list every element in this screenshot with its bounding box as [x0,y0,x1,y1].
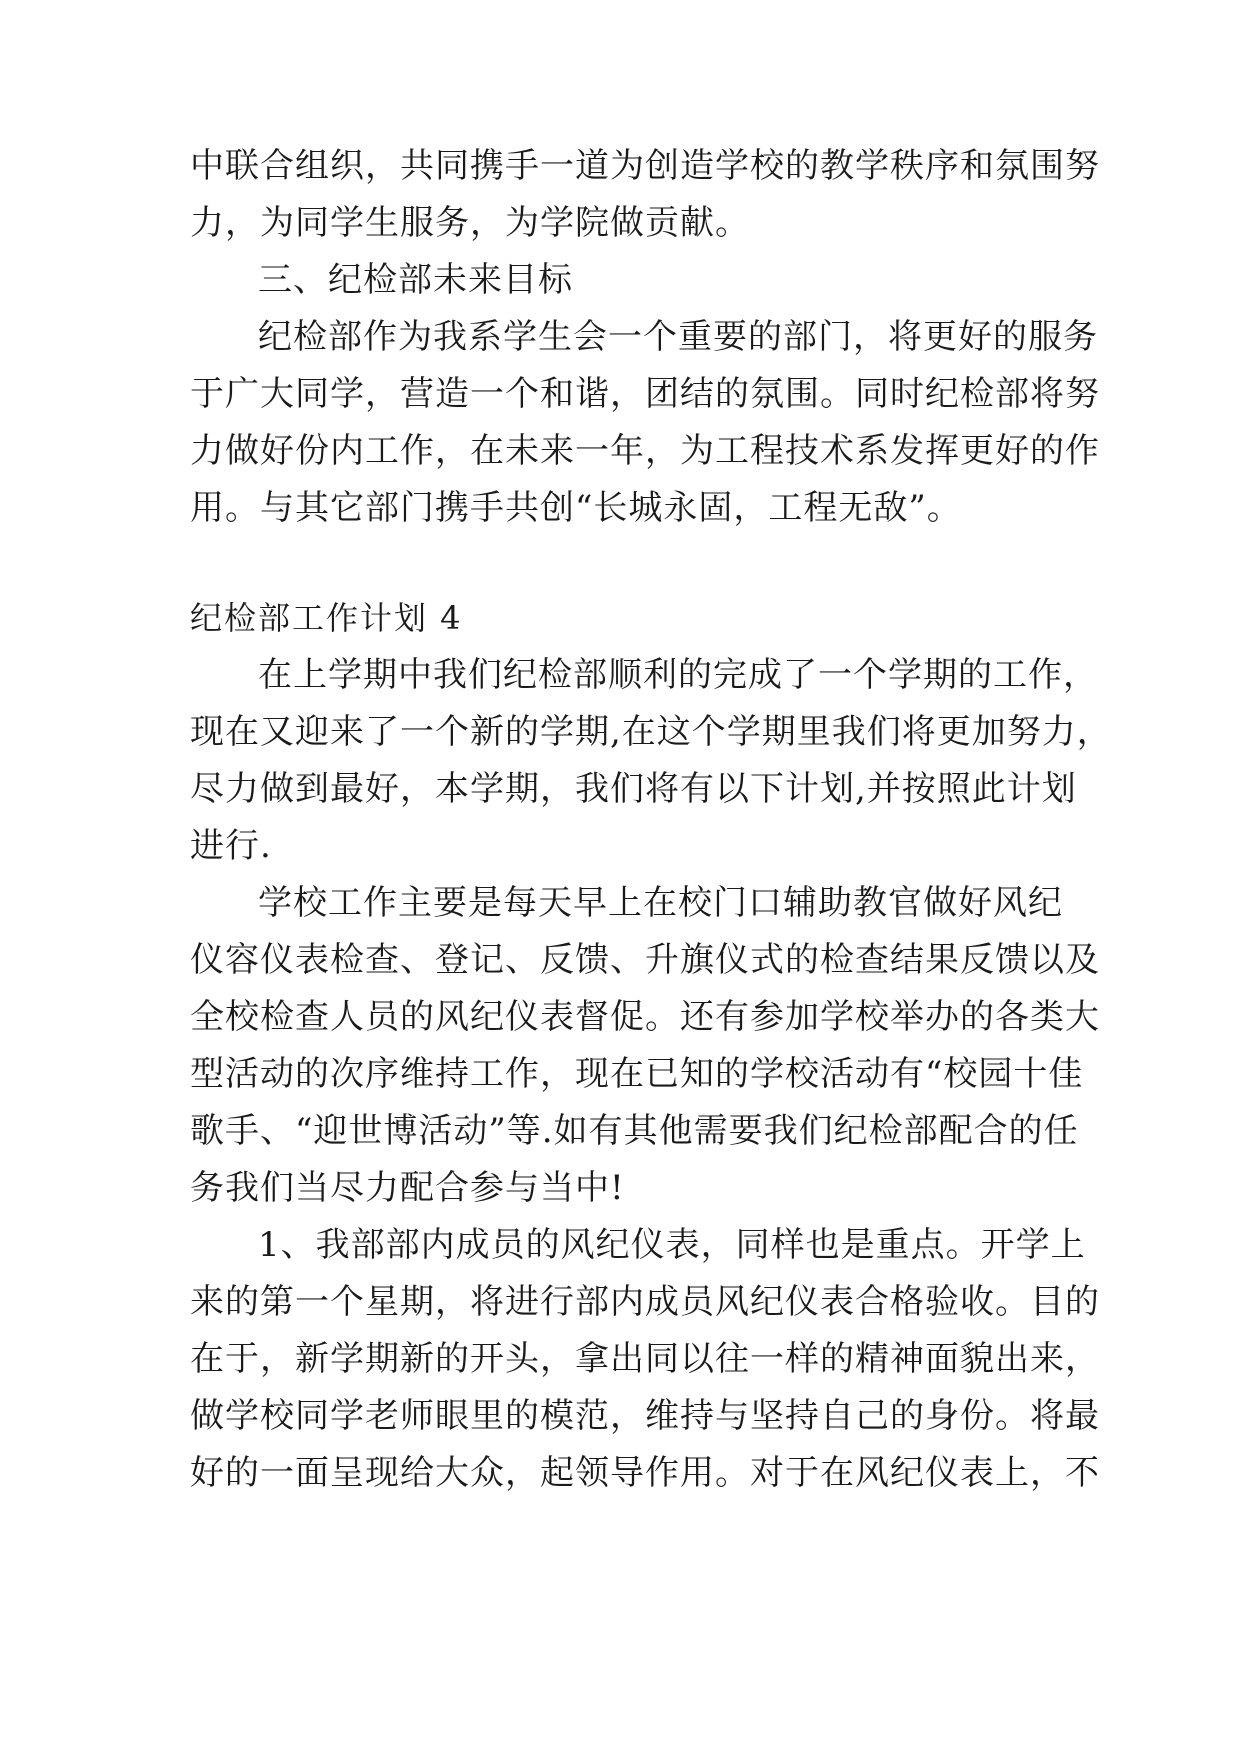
body-line: 全校检查人员的风纪仪表督促。还有参加学校举办的各类大 [190,997,1100,1037]
body-line: 1、我部部内成员的风纪仪表，同样也是重点。开学上 [258,1225,1086,1265]
body-line: 务我们当尽力配合参与当中! [190,1168,625,1208]
body-line: 纪检部作为我系学生会一个重要的部门，将更好的服务 [258,317,1098,357]
body-line: 好的一面呈现给大众，起领导作用。对于在风纪仪表上，不 [190,1453,1100,1493]
body-line: 于广大同学，营造一个和谐，团结的氛围。同时纪检部将努 [190,374,1100,414]
body-line: 学校工作主要是每天早上在校门口辅助教官做好风纪 [258,883,1063,923]
body-line: 来的第一个星期，将进行部内成员风纪仪表合格验收。目的 [190,1282,1100,1322]
body-line: 中联合组织，共同携手一道为创造学校的教学秩序和氛围努 [190,146,1100,186]
body-line: 在上学期中我们纪检部顺利的完成了一个学期的工作， [258,655,1098,695]
body-line: 现在又迎来了一个新的学期,在这个学期里我们将更加努力， [190,712,1112,752]
body-line: 型活动的次序维持工作，现在已知的学校活动有“校园十佳 [190,1054,1084,1094]
body-line: 力，为同学生服务，为学院做贡献。 [190,203,750,243]
section-title: 纪检部工作计划 4 [190,599,463,637]
body-line: 用。与其它部门携手共创“长城永固，工程无敌”。 [190,488,962,528]
body-line: 做学校同学老师眼里的模范，维持与坚持自己的身份。将最 [190,1396,1100,1436]
section-heading: 三、纪检部未来目标 [258,260,573,300]
body-line: 仪容仪表检查、登记、反馈、升旗仪式的检查结果反馈以及 [190,940,1100,980]
body-line: 尽力做到最好，本学期，我们将有以下计划,并按照此计划 [190,769,1077,809]
body-line: 歌手、“迎世博活动”等.如有其他需要我们纪检部配合的任 [190,1111,1079,1151]
body-line: 进行. [190,826,272,866]
body-line: 在于，新学期新的开头，拿出同以往一样的精神面貌出来， [190,1339,1100,1379]
body-line: 力做好份内工作，在未来一年，为工程技术系发挥更好的作 [190,431,1100,471]
